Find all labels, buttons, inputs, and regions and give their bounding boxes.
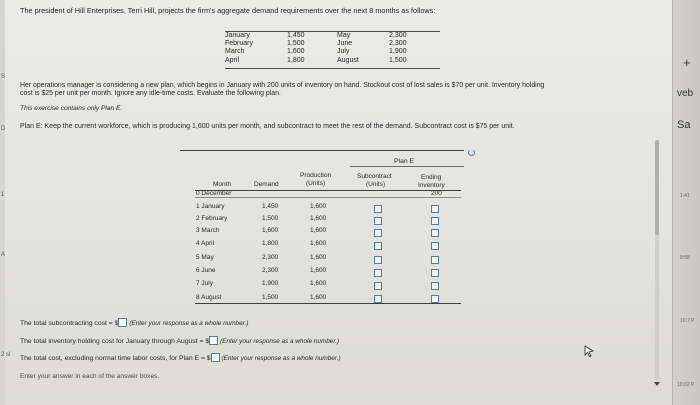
row-production: 1,600 <box>310 294 327 301</box>
ending-inventory-input[interactable] <box>431 229 439 237</box>
demand-value: 1,900 <box>389 48 407 55</box>
left-edge-char: 1 <box>1 192 5 198</box>
row-month: 0 December <box>196 190 232 197</box>
header-demand: Demand <box>254 181 279 188</box>
ending-inventory-input[interactable] <box>431 205 439 213</box>
ops-line-2: cost is $25 per unit per month. Ignore any idle-time costs. Evaluate the following plan. <box>20 90 281 97</box>
row-demand: 2,300 <box>262 254 279 261</box>
scroll-down-icon[interactable] <box>654 382 660 386</box>
right-side-panel <box>672 0 700 405</box>
subcontract-cost-input[interactable] <box>118 318 127 327</box>
demand-grid-top-rule <box>225 31 440 32</box>
row-demand: 2,300 <box>262 267 279 274</box>
row-production: 1,600 <box>310 254 327 261</box>
subcontract-input[interactable] <box>374 282 382 290</box>
side-label-veb: veb <box>677 88 694 99</box>
demand-month: March <box>225 48 245 55</box>
mouse-pointer-icon <box>583 345 595 357</box>
total-cost-hint: (Enter your response as a whole number.) <box>221 355 341 362</box>
row-demand: 1,500 <box>262 294 279 301</box>
demand-value: 2,300 <box>389 32 407 39</box>
header-subcontract-units: (Units) <box>366 181 386 188</box>
demand-grid-bottom-rule <box>225 68 440 69</box>
demand-month: August <box>337 57 359 64</box>
subcontract-input[interactable] <box>374 256 382 264</box>
subcontract-input[interactable] <box>374 205 382 213</box>
subcontract-input[interactable] <box>374 217 382 225</box>
subcontract-cost-line <box>20 318 248 328</box>
table-top-rule <box>180 150 464 151</box>
row-production: 1,600 <box>310 280 327 287</box>
row-production: 1,600 <box>310 227 327 234</box>
ending-inventory-input[interactable] <box>431 269 439 277</box>
row-production: 1,600 <box>310 203 327 210</box>
ending-inventory-initial: 200 <box>431 190 442 197</box>
row-month: 5 May <box>196 254 214 261</box>
demand-value: 1,600 <box>287 48 305 55</box>
header-production-units: (Units) <box>306 180 326 187</box>
holding-cost-line <box>20 336 339 346</box>
left-edge-char: A <box>1 252 6 258</box>
demand-value: 1,500 <box>389 57 407 64</box>
demand-value: 1,450 <box>287 32 305 39</box>
exercise-note: This exercise contains only Plan E. <box>20 105 123 112</box>
row-month: 7 July <box>196 280 213 287</box>
header-inventory: Inventory <box>418 182 445 189</box>
subcontract-input[interactable] <box>374 269 382 277</box>
subcontract-cost-hint: (Enter your response as a whole number.) <box>129 320 249 327</box>
total-cost-label: The total cost, excluding normal time labor costs, for Plan E = $ <box>20 355 211 362</box>
left-edge-char: D <box>1 126 6 132</box>
subcontract-input[interactable] <box>374 242 382 250</box>
content-scrollbar[interactable] <box>655 140 659 380</box>
demand-grid <box>225 31 440 69</box>
ending-inventory-input[interactable] <box>431 217 439 225</box>
row-demand: 1,600 <box>262 227 279 234</box>
demand-value: 1,500 <box>287 40 305 47</box>
demand-month: April <box>225 57 240 64</box>
demand-month: January <box>225 32 250 39</box>
row-demand: 1,450 <box>262 203 279 210</box>
row-production: 1,600 <box>310 240 327 247</box>
row-demand: 1,500 <box>262 215 279 222</box>
row-month: 6 June <box>196 267 216 274</box>
demand-value: 1,800 <box>287 57 305 64</box>
intro-text: The president of Hill Enterprises, Terri Hill, projects the firm's aggregate demand requirements over the next 8 months as follows: <box>20 6 436 15</box>
row-production: 1,600 <box>310 215 327 222</box>
scrollbar-thumb[interactable] <box>655 140 659 235</box>
row-production: 1,600 <box>310 267 327 274</box>
header-production: Production <box>300 172 332 179</box>
ending-inventory-input[interactable] <box>431 295 439 303</box>
side-label-sa: Sa <box>677 119 691 131</box>
row-month: 2 February <box>196 215 228 222</box>
side-time-4: 10:02 P <box>677 382 695 388</box>
holding-cost-input[interactable] <box>209 336 218 345</box>
subcontract-cost-label: The total subcontracting cost = $ <box>20 320 119 327</box>
plan-description: Plan E: Keep the current workforce, which is producing 1,600 units per month, and subcontract to meet the rest of the demand. Subcontract cost is $75 per unit. <box>20 123 515 130</box>
table-bottom-rule <box>195 303 461 304</box>
holding-cost-hint: (Enter your response as a whole number.) <box>220 338 340 345</box>
plan-label: Plan E <box>394 158 415 165</box>
header-subcontract: Subcontract <box>357 173 392 180</box>
instruction-text: Enter your answer in each of the answer boxes. <box>20 373 160 380</box>
row-month: 1 January <box>196 203 225 210</box>
side-time-2: 8:58 <box>680 255 690 261</box>
demand-month: May <box>337 32 351 39</box>
holding-cost-label: The total inventory holding cost for January through August = $ <box>20 338 210 345</box>
plan-header-rule <box>350 166 464 167</box>
subcontract-input[interactable] <box>374 229 382 237</box>
refresh-icon[interactable] <box>468 149 475 156</box>
header-month: Month <box>213 181 232 188</box>
demand-month: February <box>225 40 254 47</box>
header-bottom-rule <box>195 190 461 191</box>
ending-inventory-input[interactable] <box>431 256 439 264</box>
header-ending: Ending <box>421 174 442 181</box>
total-cost-input[interactable] <box>211 353 220 362</box>
row-month: 4 April <box>196 240 215 247</box>
row-demand: 1,800 <box>262 240 279 247</box>
row-month: 3 March <box>196 227 220 234</box>
subcontract-input[interactable] <box>374 295 382 303</box>
row-separator <box>195 197 461 198</box>
left-panel-edge <box>0 0 5 405</box>
demand-value: 2,300 <box>389 40 407 47</box>
side-time-3: 10:7 P <box>680 318 695 324</box>
total-cost-line <box>20 353 341 363</box>
plus-icon[interactable]: + <box>683 55 691 70</box>
ops-line-1: Her operations manager is considering a new plan, which begins in January with 200 units of inventory on hand. Stockout cost of lost sales is $70 per unit. Inventory holding <box>20 82 545 89</box>
left-edge-char: S <box>1 74 6 80</box>
left-edge-char: 2 si <box>1 352 11 358</box>
demand-month: June <box>337 40 353 47</box>
ending-inventory-input[interactable] <box>431 242 439 250</box>
demand-month: July <box>337 48 350 55</box>
row-demand: 1,900 <box>262 280 279 287</box>
side-time-1: 1:41 <box>680 193 690 199</box>
row-month: 8 August <box>196 294 222 301</box>
ending-inventory-input[interactable] <box>431 282 439 290</box>
